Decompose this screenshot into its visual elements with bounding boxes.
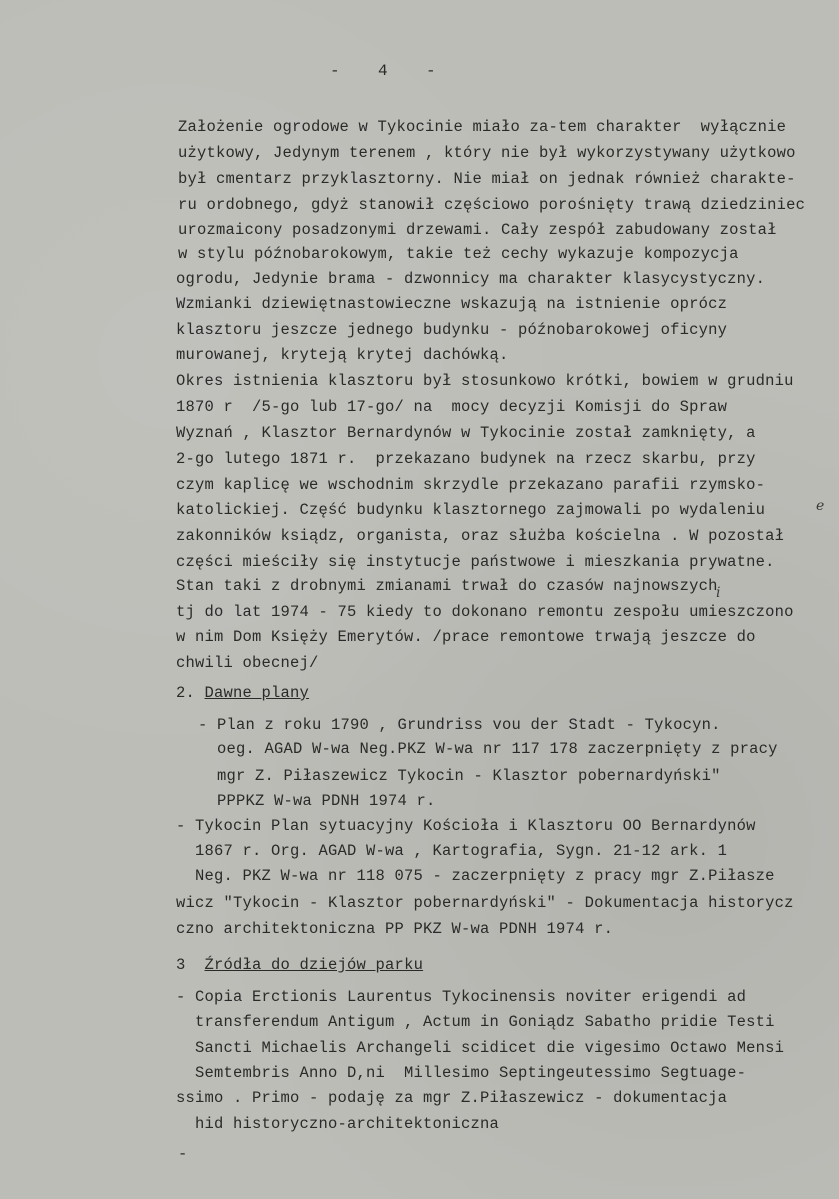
page-number: - 4 -	[330, 62, 436, 80]
paragraph-1-line: Założenie ogrodowe w Tykocinie miało za-tem charakter wyłącznie	[178, 118, 787, 136]
paragraph-1-line: Wzmianki dziewiętnastowieczne wskazują na istnienie oprócz	[176, 295, 728, 313]
section-2-number: 2.	[176, 684, 196, 702]
source-copia-line: hid historyczno-architektoniczna	[176, 1115, 500, 1133]
paragraph-2-line: 1870 r /5-go lub 17-go/ na mocy decyzji Komisji do Spraw	[176, 398, 728, 416]
section-3-title: Źródła do dziejów parku	[204, 956, 424, 974]
paragraph-1-line: klasztoru jeszcze jednego budynku - późnobarokowej oficyny	[176, 321, 728, 339]
paragraph-2-line: tj do lat 1974 - 75 kiedy to dokonano remontu zespołu umieszczono	[176, 603, 794, 621]
paragraph-2-line: części mieściły się instytucje państwowe i mieszkania prywatne.	[176, 553, 775, 571]
paragraph-1-line: ogrodu, Jedynie brama - dzwonnicy ma charakter klasycystyczny.	[176, 270, 766, 288]
paragraph-1-line: był cmentarz przyklasztorny. Nie miał on jednak również charakte-	[178, 170, 796, 188]
plan-1790-line: mgr Z. Piłaszewicz Tykocin - Klasztor pobernardyński"	[198, 767, 721, 785]
paragraph-2-line: Okres istnienia klasztoru był stosunkowo krótki, bowiem w grudniu	[176, 372, 794, 390]
paragraph-1-line: użytkowy, Jedynym terenem , który nie był wykorzystywany użytkowo	[178, 144, 796, 162]
paragraph-2-line: katolickiej. Część budynku klasztornego zajmowali po wydaleniu	[176, 501, 766, 519]
plan-1867-line: wicz "Tykocin - Klasztor pobernardyński" - Dokumentacja historycz	[176, 894, 794, 912]
plan-1790-line: PPPKZ W-wa PDNH 1974 r.	[198, 792, 436, 810]
plan-1790-line: - Plan z roku 1790 , Grundriss vou der Stadt - Tykocyn.	[198, 716, 721, 734]
paragraph-1-line: ru ordobnego, gdyż stanowił częściowo porośnięty trawą dziedziniec	[178, 196, 806, 214]
plan-1867-line: - Tykocin Plan sytuacyjny Kościoła i Klasztoru OO Bernardynów	[176, 817, 756, 835]
plan-1867-line: 1867 r. Org. AGAD W-wa , Kartografia, Sygn. 21-12 ark. 1	[176, 842, 728, 860]
section-3-number: 3	[176, 956, 186, 974]
paragraph-2-line: Wyznań , Klasztor Bernardynów w Tykocinie został zamknięty, a	[176, 424, 756, 442]
paragraph-1-line: w stylu późnobarokowym, takie też cechy wykazuje kompozycja	[178, 245, 739, 263]
paragraph-2-line: Stan taki z drobnymi zmianami trwał do czasów najnowszych	[176, 577, 718, 595]
source-copia-line: - Copia Erctionis Laurentus Tykocinensis noviter erigendi ad	[176, 988, 747, 1006]
plan-1790-line: oeg. AGAD W-wa Neg.PKZ W-wa nr 117 178 zaczerpnięty z pracy	[198, 740, 778, 758]
section-2-heading	[176, 684, 309, 702]
paragraph-2-line: zakonników ksiądz, organista, oraz służba kościelna . W pozostał	[176, 527, 785, 545]
plan-1867-line: Neg. PKZ W-wa nr 118 075 - zaczerpnięty z pracy mgr Z.Piłasze	[176, 867, 775, 885]
paragraph-2-line: chwili obecnej/	[176, 654, 319, 672]
source-copia-line: Sancti Michaelis Archangeli scidicet die vigesimo Octawo Mensi	[176, 1039, 785, 1057]
handwritten-correction-i: i	[716, 585, 721, 601]
source-copia-line: transferendum Antigum , Actum in Goniądz Sabatho pridie Testi	[176, 1013, 775, 1031]
paragraph-2-line: w nim Dom Księży Emerytów. /prace remontowe trwają jeszcze do	[176, 628, 756, 646]
paragraph-2-line: czym kaplicę we wschodnim skrzydle przekazano parafii rzymsko-	[176, 476, 766, 494]
paragraph-1-line: murowanej, kryteją krytej dachówką.	[176, 346, 509, 364]
source-copia-line: ssimo . Primo - podaję za mgr Z.Piłaszewicz - dokumentacja	[176, 1089, 728, 1107]
source-copia-line: Semtembris Anno D,ni Millesimo Septingeutessimo Segtuage-	[176, 1064, 747, 1082]
handwritten-correction-e: e	[816, 498, 825, 514]
paragraph-2-line: 2-go lutego 1871 r. przekazano budynek na rzecz skarbu, przy	[176, 450, 756, 468]
section-2-title: Dawne plany	[204, 684, 310, 702]
plan-1867-line: czno architektoniczna PP PKZ W-wa PDNH 1974 r.	[176, 920, 614, 938]
section-3-heading	[176, 956, 423, 974]
trailing-dash: -	[178, 1145, 188, 1163]
paragraph-1-line: urozmaicony posadzonymi drzewami. Cały zespół zabudowany został	[178, 221, 777, 239]
